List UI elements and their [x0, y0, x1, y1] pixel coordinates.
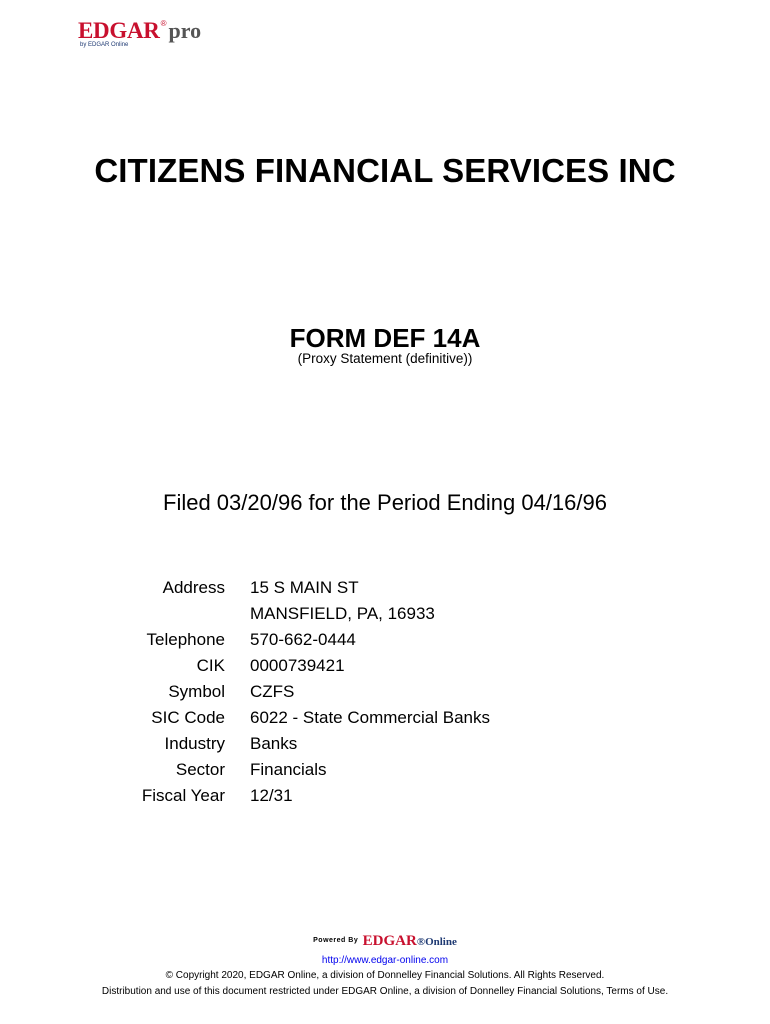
info-label: Fiscal Year: [141, 786, 225, 805]
info-row-telephone: [0, 629, 770, 655]
info-label: SIC Code: [151, 708, 225, 727]
distribution-notice: Distribution and use of this document restricted under EDGAR Online, a division of Donnelley Financial Solutions, Terms of Use.: [101, 986, 669, 997]
info-value: 12/31: [250, 786, 293, 805]
info-label: Address: [162, 578, 225, 597]
info-label: Industry: [164, 734, 225, 753]
form-type: FORM DEF 14A: [289, 323, 481, 353]
info-value: CZFS: [250, 682, 295, 701]
info-row-fiscal-year: [0, 785, 770, 811]
info-label: Symbol: [168, 682, 225, 701]
copyright-notice: © Copyright 2020, EDGAR Online, a division of Donnelley Financial Solutions. All Rights Reserved.: [165, 970, 605, 981]
logo-subtitle: by EDGAR Online: [80, 42, 129, 48]
form-description: (Proxy Statement (definitive)): [297, 351, 473, 366]
info-row-address-line2: [0, 603, 770, 629]
info-value: 0000739421: [250, 656, 345, 675]
logo-edgar-text: EDGAR: [78, 18, 160, 43]
powered-online-text: Online: [425, 936, 457, 948]
powered-by-text: Powered By: [313, 937, 359, 944]
powered-edgar-text: EDGAR: [362, 933, 417, 949]
logo-registered-mark: ®: [160, 19, 167, 28]
company-name: CITIZENS FINANCIAL SERVICES INC: [94, 152, 676, 189]
info-row-address: [0, 577, 770, 603]
info-label: CIK: [196, 656, 225, 675]
powered-by-logo: [0, 932, 770, 954]
info-value: 15 S MAIN ST: [250, 578, 359, 597]
powered-reg-mark: ®: [416, 936, 426, 948]
edgar-online-link[interactable]: http://www.edgar-online.com: [321, 955, 449, 966]
logo-pro-text: pro: [168, 18, 202, 43]
info-value: 6022 - State Commercial Banks: [250, 708, 490, 727]
info-row-sic-code: [0, 707, 770, 733]
info-value: Financials: [250, 760, 327, 779]
info-row-symbol: [0, 681, 770, 707]
info-row-sector: [0, 759, 770, 785]
info-value: MANSFIELD, PA, 16933: [250, 604, 435, 623]
company-info-table: [0, 577, 770, 811]
edgar-pro-logo: [78, 18, 218, 52]
info-value: Banks: [250, 734, 298, 753]
info-row-industry: [0, 733, 770, 759]
page-footer: [0, 932, 770, 1000]
info-row-cik: [0, 655, 770, 681]
info-label: Sector: [175, 760, 225, 779]
filing-date-line: Filed 03/20/96 for the Period Ending 04/16/96: [163, 490, 607, 515]
info-label: Telephone: [146, 630, 225, 649]
info-value: 570-662-0444: [250, 630, 356, 649]
